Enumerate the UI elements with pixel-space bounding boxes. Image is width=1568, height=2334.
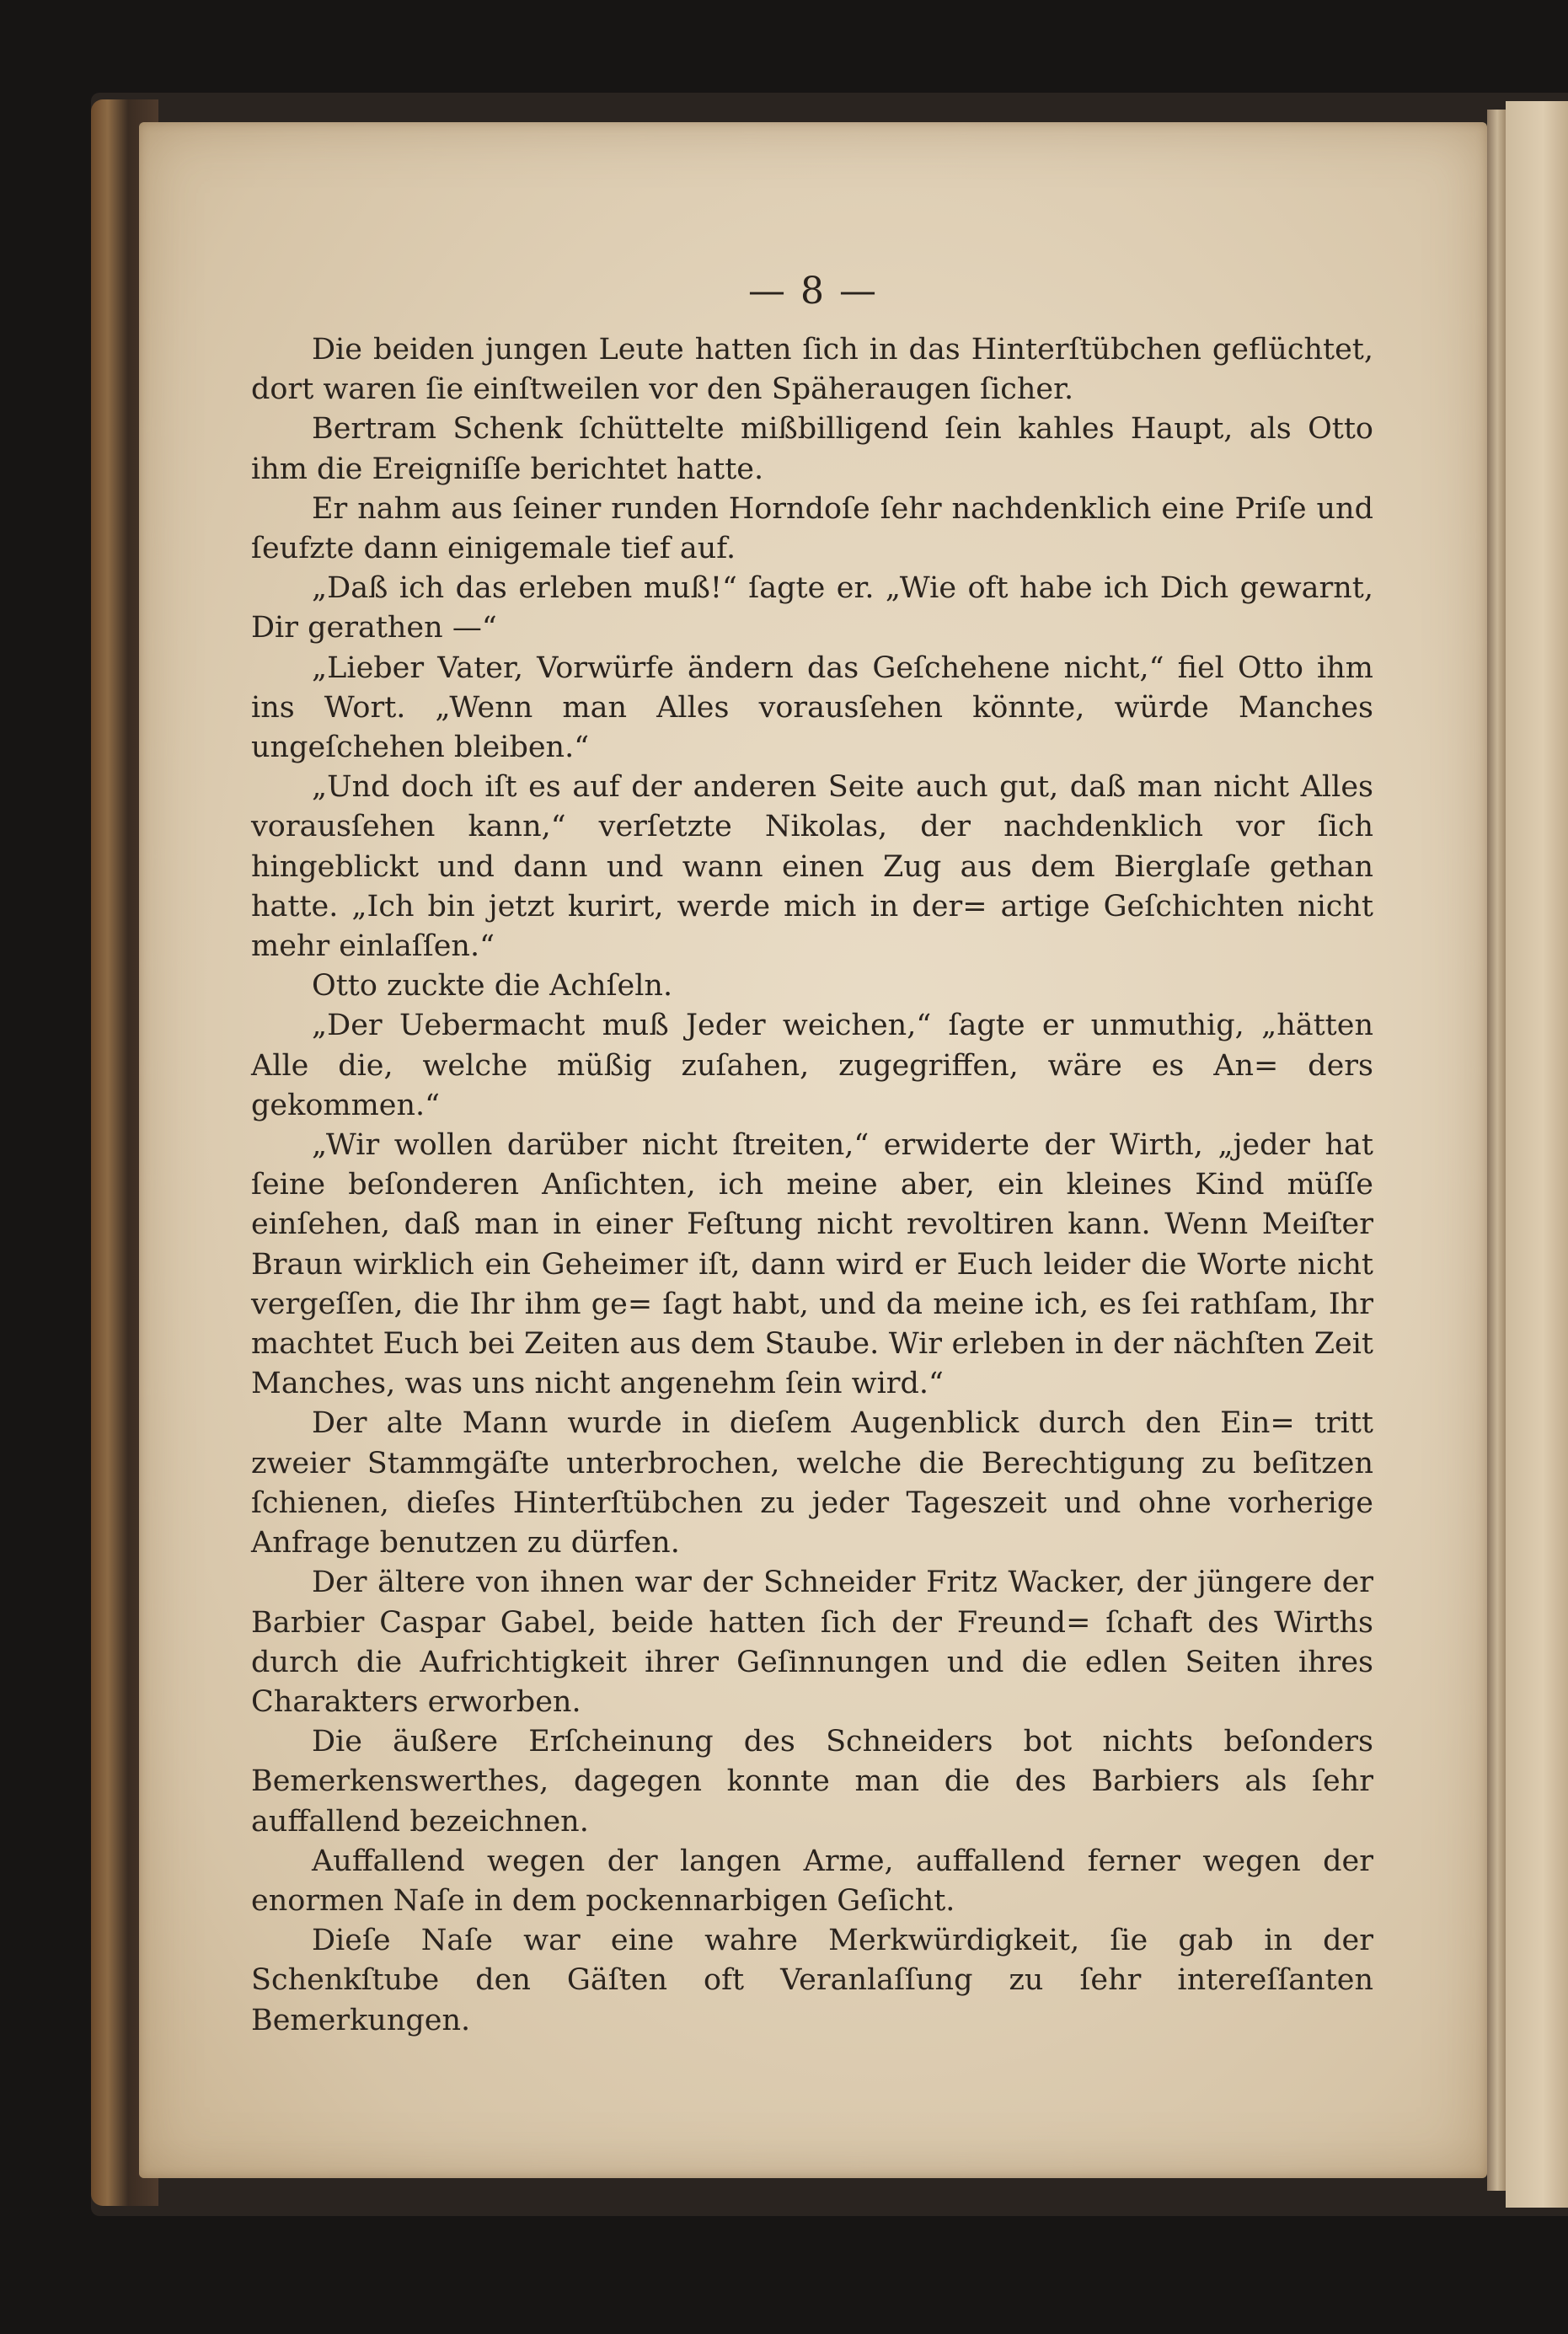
page-body-text: [251, 330, 1373, 2041]
paragraph: Er nahm aus ſeiner runden Horndoſe ſehr nachdenklich eine Priſe und ſeufzte dann einigemale tief auf.: [251, 491, 1373, 566]
paragraph: „Der Uebermacht muß Jeder weichen,“ ſagte er unmuthig, „hätten Alle die, welche müßig zuſahen, zugegriffen, wäre es An= ders gekommen.“: [251, 1009, 1373, 1122]
facing-page-edge: [1506, 101, 1568, 2208]
paragraph: Der alte Mann wurde in dieſem Augenblick durch den Ein= tritt zweier Stammgäſte unterbrochen, welche die Berechtigung zu beſitzen ſchienen, dieſes Hinterſtübchen zu jeder Tageszeit und ohne vorherige Anfrage benutzen zu dürfen.: [251, 1406, 1373, 1560]
paragraph: „Lieber Vater, Vorwürfe ändern das Geſchehene nicht,“ fiel Otto ihm ins Wort. „Wenn man Alles vorausſehen könnte, würde Manches ungeſchehen bleiben.“: [251, 650, 1373, 765]
paragraph: „Daß ich das erleben muß!“ ſagte er. „Wie oft habe ich Dich gewarnt, Dir gerathen —“: [251, 571, 1373, 645]
paragraph: Bertram Schenk ſchüttelte mißbilligend ſein kahles Haupt, als Otto ihm die Ereigniſſe berichtet hatte.: [251, 412, 1373, 486]
paragraph: Die äußere Erſcheinung des Schneiders bot nichts beſonders Bemerkenswerthes, dagegen konnte man die des Barbiers als ſehr auffallend bezeichnen.: [251, 1725, 1373, 1839]
page-gutter: [1487, 110, 1506, 2191]
page-number: — 8 —: [748, 270, 878, 313]
paragraph: „Und doch iſt es auf der anderen Seite auch gut, daß man nicht Alles vorausſehen kann,“ verſetzte Nikolas, der nachdenklich vor ſich hingeblickt und dann und wann einen Zug aus dem Bierglaſe gethan hatte. „Ich bin jetzt kurirt, werde mich in der= artige Geſchichten nicht mehr einlaſſen.“: [251, 770, 1373, 964]
paragraph: Die beiden jungen Leute hatten ſich in das Hinterſtübchen geflüchtet, dort waren ſie einſtweilen vor den Späheraugen ſicher.: [251, 333, 1373, 407]
paragraph: Otto zuckte die Achſeln.: [312, 969, 673, 1004]
paragraph: Der ältere von ihnen war der Schneider Fritz Wacker, der jüngere der Barbier Caspar Gabel, beide hatten ſich der Freund= ſchaft des Wirths durch die Aufrichtigkeit ihrer Geſinnungen und die edlen Seiten ihres Charakters erworben.: [251, 1566, 1373, 1719]
paragraph: Dieſe Naſe war eine wahre Merkwürdigkeit, ſie gab in der Schenkſtube den Gäſten oft Veranlaſſung zu ſehr intereſſanten Bemerkungen.: [251, 1924, 1373, 2037]
paragraph: „Wir wollen darüber nicht ſtreiten,“ erwiderte der Wirth, „jeder hat ſeine beſonderen Anſichten, ich meine aber, ein kleines Kind müſſe einſehen, daß man in einer Feſtung nicht revoltiren kann. Wenn Meiſter Braun wirklich ein Geheimer iſt, dann wird er Euch leider die Worte nicht vergeſſen, die Ihr ihm ge= ſagt habt, und da meine ich, es ſei rathſam, Ihr machtet Euch bei Zeiten aus dem Staube. Wir erleben in der nächſten Zeit Manches, was uns nicht angenehm ſein wird.“: [251, 1128, 1373, 1401]
paragraph: Auffallend wegen der langen Arme, auffallend ferner wegen der enormen Naſe in dem pockennarbigen Geſicht.: [251, 1844, 1373, 1918]
